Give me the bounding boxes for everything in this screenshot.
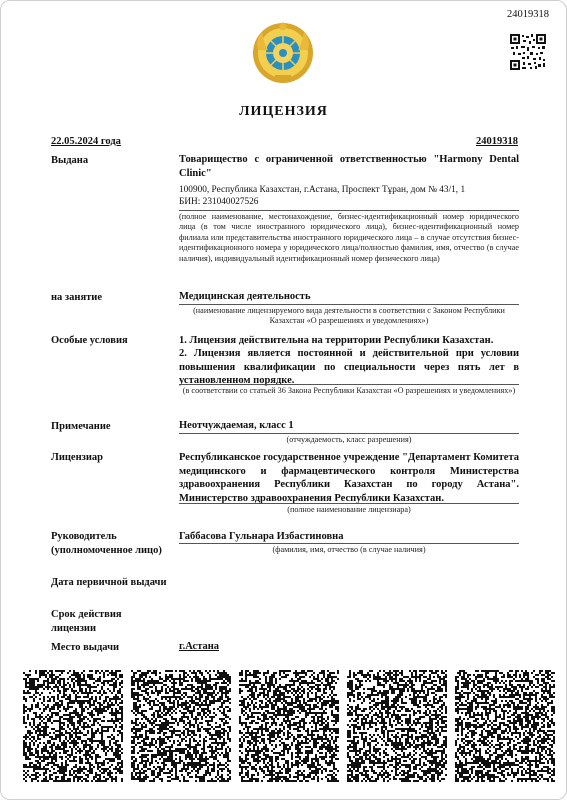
- place-value: г.Астана: [179, 641, 220, 652]
- head-label-line2: (уполномоченное лицо): [51, 544, 162, 556]
- licensor-underline: [179, 503, 519, 504]
- barcode-2: [131, 670, 231, 782]
- first-issue-label: Дата первичной выдачи: [51, 577, 167, 588]
- licensor-note: (полное наименование лицензиара): [287, 505, 411, 514]
- activity-underline: [179, 304, 519, 305]
- licensee-note: (полное наименование, местонахождение, бизнес-идентификационный номер юридического лица (в том числе иностранного юридического лица), бизнес-идентификационный номер филиала или представительства иностранного юридического лица – в случае отсутствия бизнес-идентификационного номера у юридического лица/полностью фамилия, имя, отчество (в случае наличия), индивидуальный идентификационный номер физического лица): [179, 212, 519, 263]
- head-value: Габбасова Гульнара Избастиновна: [179, 531, 344, 542]
- remark-underline: [179, 433, 519, 434]
- condition-item-2: 2. Лицензия является постоянной и действительной при условии повышения квалификации по специальности через пять лет в установленном порядке.: [179, 348, 519, 386]
- conditions-underline: [179, 384, 519, 385]
- condition-item-1: 1. Лицензия действительна на территории Республики Казахстан.: [179, 335, 494, 346]
- barcode-4: [347, 670, 447, 782]
- barcode-3: [239, 670, 339, 782]
- barcode-1: [23, 670, 123, 782]
- head-label-line1: Руководитель: [51, 531, 117, 542]
- remark-label: Примечание: [51, 421, 111, 432]
- validity-label-line1: Срок действия: [51, 609, 122, 620]
- activity-label: на занятие: [51, 292, 102, 303]
- activity-note: (наименование лицензируемого вида деятельности в соответствии с Законом Республики Казахстан «О разрешениях и уведомлениях»): [193, 306, 505, 326]
- licensee-name: Товарищество с ограниченной ответственностью "Harmony Dental Clinic": [179, 154, 519, 179]
- conditions-note: (в соответствии со статьей 36 Закона Республики Казахстан «О разрешениях и уведомлениях»): [182, 386, 516, 395]
- licensor-label: Лицензиар: [51, 452, 103, 463]
- licensee-bin: БИН: 231040027526: [179, 197, 259, 207]
- head-note: (фамилия, имя, отчество (в случае наличия): [272, 545, 426, 554]
- place-label: Место выдачи: [51, 642, 120, 653]
- activity-value: Медицинская деятельность: [179, 291, 311, 302]
- validity-label: [51, 608, 122, 635]
- licensee-address: 100900, Республика Казахстан, г.Астана, Проспект Тұран, дом № 43/1, 1: [179, 185, 466, 195]
- issue-date: 22.05.2024 года: [51, 136, 121, 147]
- barcode-5: [455, 670, 555, 782]
- issued-to-label: Выдана: [51, 155, 89, 166]
- licensee-underline: [179, 210, 519, 211]
- document-title: ЛИЦЕНЗИЯ: [239, 104, 328, 119]
- head-label: [51, 530, 162, 557]
- head-underline: [179, 543, 519, 544]
- qr-code: [509, 33, 547, 71]
- remark-value: Неотчуждаемая, класс 1: [179, 420, 294, 431]
- licensor-value: Республиканское государственное учреждение "Департамент Комитета медицинского и фармацевтического контроля Министерства здравоохранения Республики Казахстан по городу Астана". Министерство здравоохранения Республики Казахстан.: [179, 452, 519, 504]
- validity-label-line2: лицензии: [51, 622, 97, 634]
- state-emblem-icon: [252, 22, 314, 84]
- document-number-top: 24019318: [507, 9, 549, 20]
- remark-note: (отчуждаемость, класс разрешения): [286, 435, 412, 444]
- conditions-label: Особые условия: [51, 335, 128, 346]
- license-number: 24019318: [476, 136, 518, 147]
